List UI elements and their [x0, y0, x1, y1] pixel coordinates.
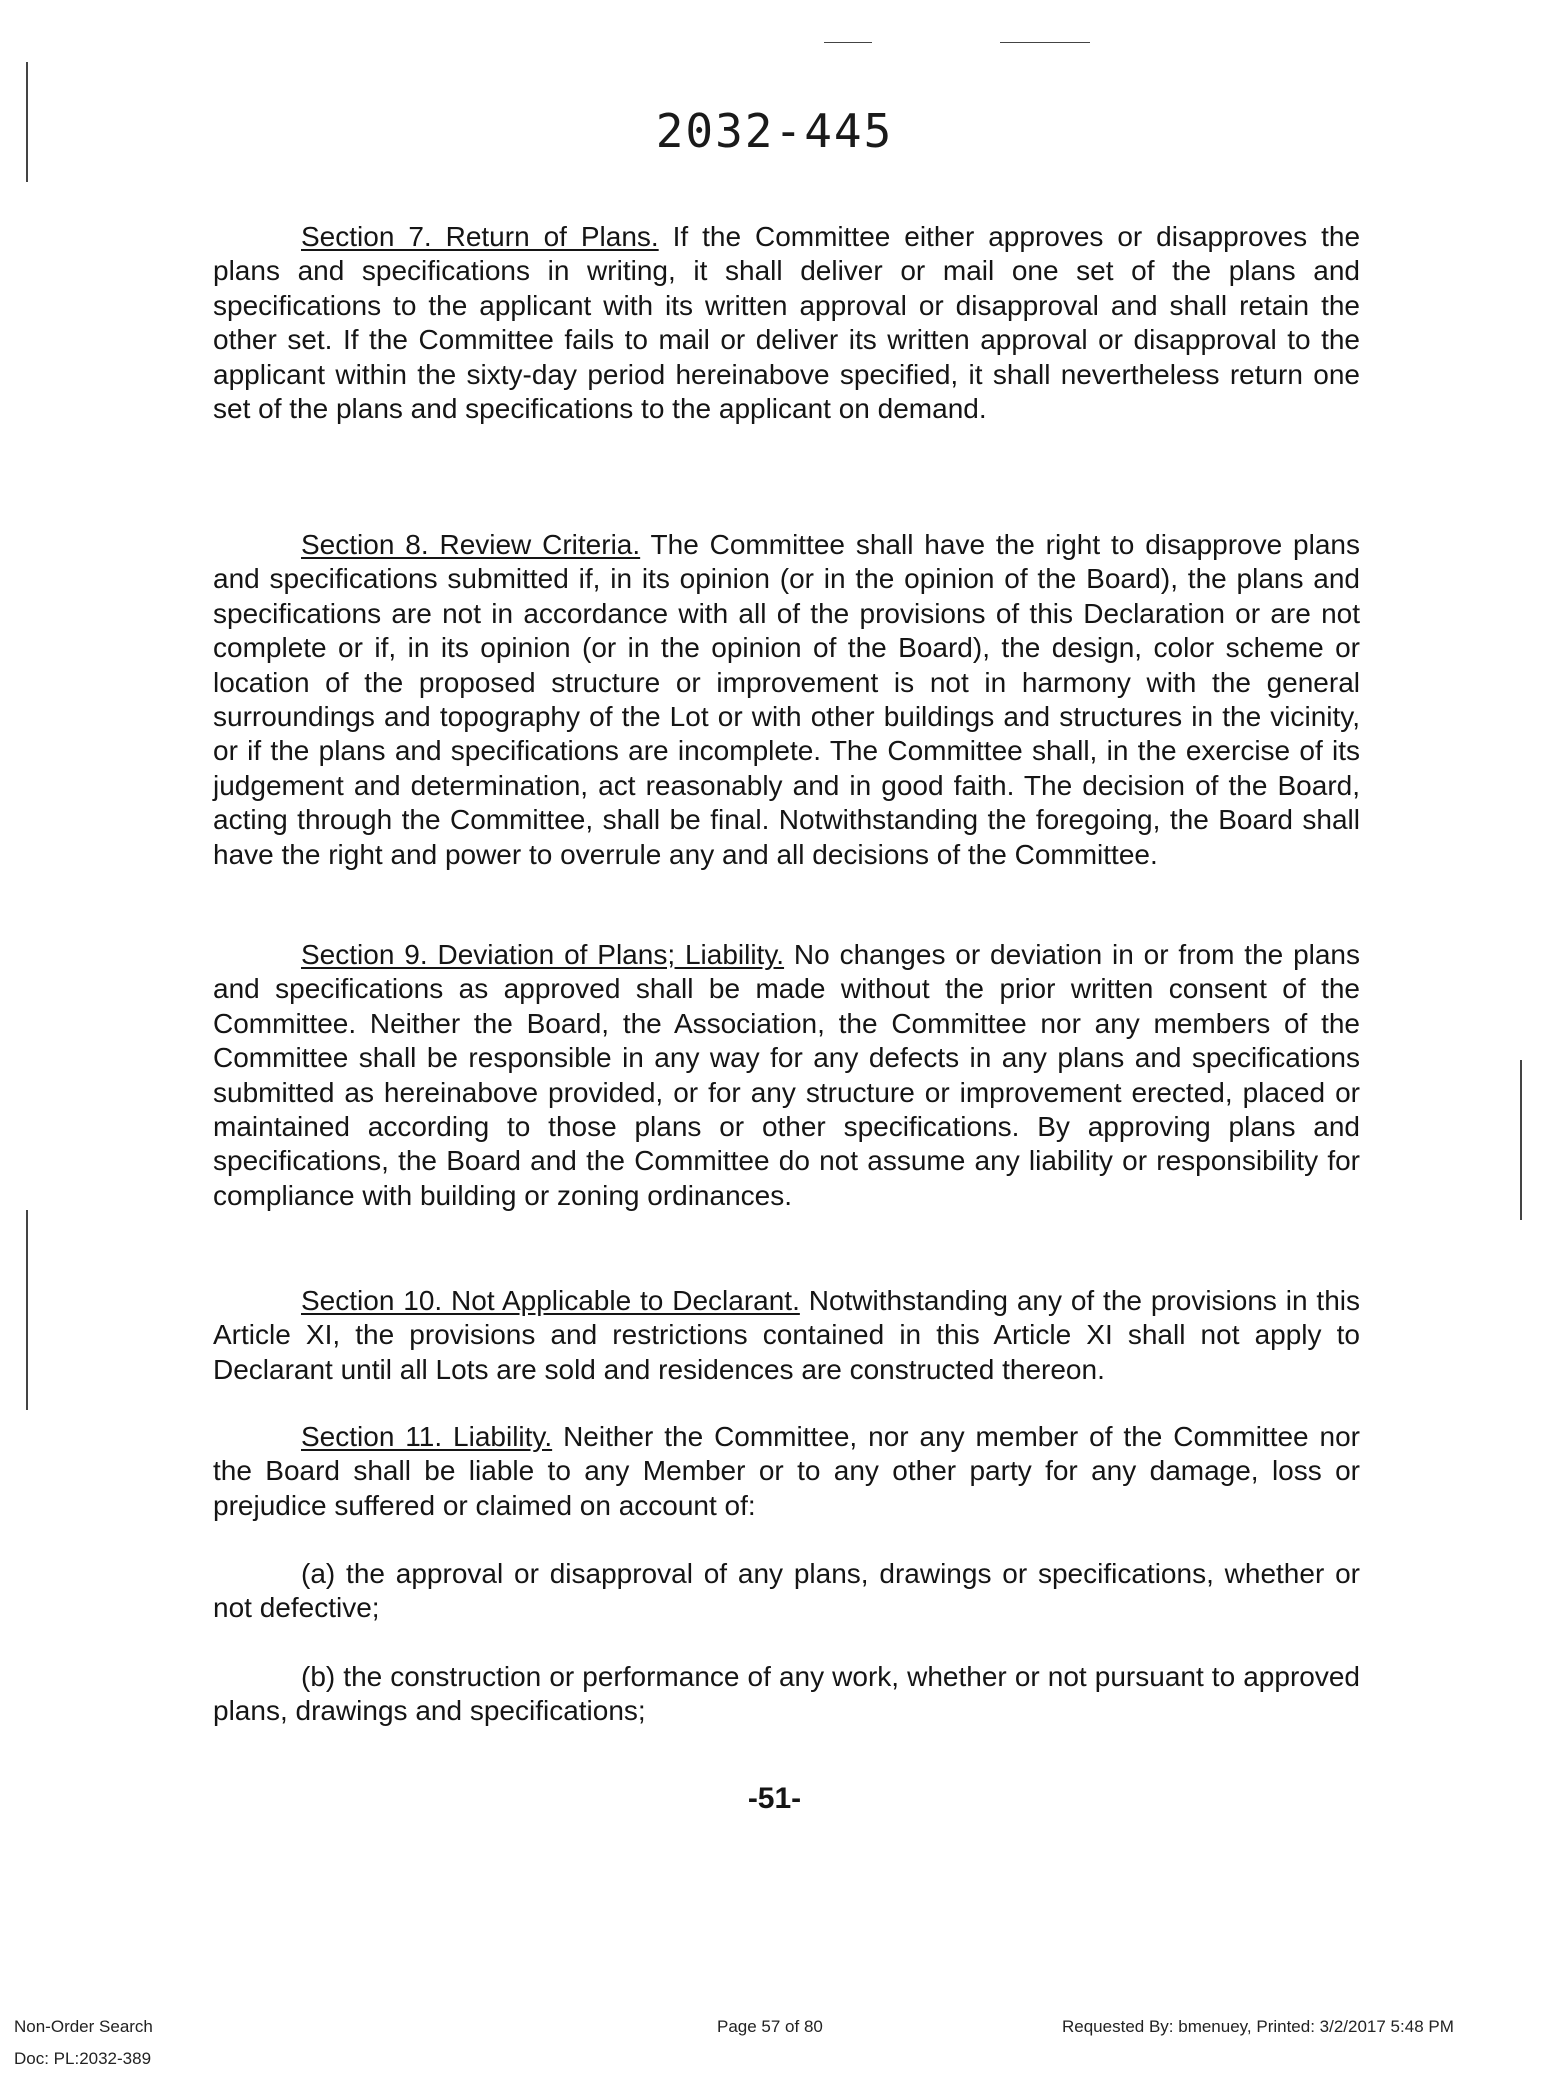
- section-7: [213, 220, 1360, 426]
- section-10-heading: Section 10. Not Applicable to Declarant.: [301, 1285, 800, 1316]
- section-10: [213, 1284, 1360, 1387]
- list-item-b-text: (b) the construction or performance of any work, whether or not pursuant to approved plans, drawings and specifications;: [213, 1661, 1360, 1727]
- section-10-text: Notwithstanding any of the provisions in this Article XI, the provisions and restrictions contained in this Article XI shall not apply to Declarant until all Lots are sold and residences are constructed thereon.: [213, 1285, 1361, 1385]
- scan-artifact-line: [26, 1210, 28, 1410]
- section-8: [213, 528, 1360, 872]
- list-item-b: [213, 1660, 1360, 1729]
- list-item-a-text: (a) the approval or disapproval of any plans, drawings or specifications, whether or not defective;: [213, 1558, 1360, 1624]
- section-8-heading: Section 8. Review Criteria.: [301, 529, 641, 560]
- document-reference: Doc: PL:2032-389: [14, 2049, 152, 2068]
- recording-page-reference: 2032-445: [655, 104, 894, 158]
- section-11-heading: Section 11. Liability.: [301, 1421, 553, 1452]
- list-item-a: [213, 1557, 1360, 1626]
- section-8-text: The Committee shall have the right to disapprove plans and specifications submitted if, in its opinion (or in the opinion of the Board), the plans and specifications are not in accordance with all of the provisions of this Declaration or are not complete or if, in its opinion (or in the opinion of the Board), the design, color scheme or location of the proposed structure or improvement is not in harmony with the general surroundings and topography of the Lot or with other buildings and structures in the vicinity, or if the plans and specifications are incomplete. The Committee shall, in the exercise of its judgement and determination, act reasonably and in good faith. The decision of the Board, acting through the Committee, shall be final. Notwithstanding the foregoing, the Board shall have the right and power to overrule any and all decisions of the Committee.: [213, 529, 1360, 870]
- section-9-heading: Section 9. Deviation of Plans; Liability.: [301, 939, 785, 970]
- page-number: -51-: [747, 1782, 802, 1815]
- section-11: [213, 1420, 1360, 1523]
- requested-by-info: Requested By: bmenuey, Printed: 3/2/2017 5:48 PM: [1062, 2017, 1454, 2036]
- section-9-text: No changes or deviation in or from the plans and specifications as approved shall be made without the prior written consent of the Committee. Neither the Board, the Association, the Committee nor any members of the Committee shall be responsible in any way for any defects in any plans and specifications submitted as hereinabove provided, or for any structure or improvement erected, placed or maintained according to those plans or other specifications. By approving plans and specifications, the Board and the Committee do not assume any liability or responsibility for compliance with building or zoning ordinances.: [213, 939, 1361, 1211]
- section-9: [213, 938, 1360, 1213]
- search-type-label: Non-Order Search: [14, 2017, 153, 2036]
- section-7-text: If the Committee either approves or disapproves the plans and specifications in writing, it shall deliver or mail one set of the plans and specifications to the applicant with its written approval or disapproval and shall retain the other set. If the Committee fails to mail or deliver its written approval or disapproval to the applicant within the sixty-day period hereinabove specified, it shall nevertheless return one set of the plans and specifications to the applicant on demand.: [213, 221, 1361, 425]
- section-11-text: Neither the Committee, nor any member of the Committee nor the Board shall be liable to any Member or to any other party for any damage, loss or prejudice suffered or claimed on account of:: [213, 1421, 1360, 1521]
- scan-artifact-line: [824, 42, 872, 43]
- scan-artifact-line: [1520, 1060, 1522, 1220]
- scan-artifact-line: [1000, 42, 1090, 43]
- scan-artifact-line: [26, 62, 28, 182]
- section-7-heading: Section 7. Return of Plans.: [301, 221, 659, 252]
- page-count: Page 57 of 80: [717, 2017, 823, 2036]
